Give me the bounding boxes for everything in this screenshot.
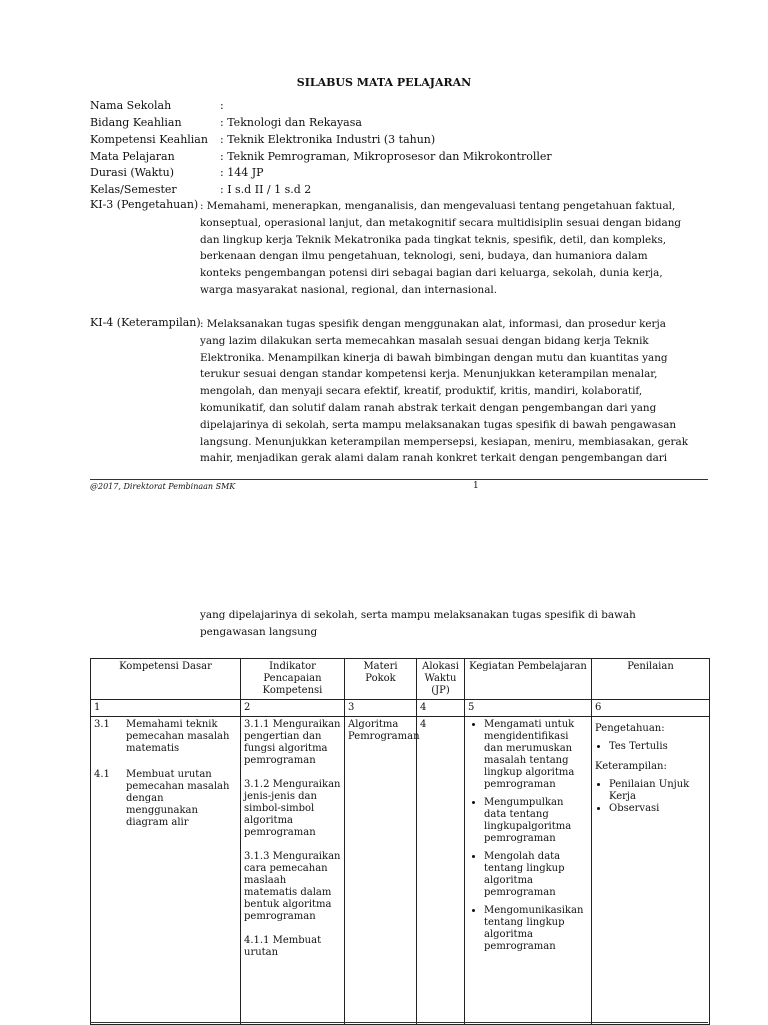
indicator-item: 3.1.1 Menguraikan pengertian dan fungsi algoritma pemrograman — [244, 719, 341, 766]
ki4-line: komunikatif, dan solutif dalam ranah abstrak terkait dengan pengembangan dari yang — [200, 401, 657, 414]
indicator-item: 3.1.3 Menguraikan cara pemecahan maslaah matematis dalam bentuk algoritma pemrograman — [244, 851, 341, 922]
column-number: 2 — [241, 700, 345, 717]
penilaian-item: • Observasi — [609, 803, 706, 815]
kegiatan-item: • Mengomunikasikan tentang lingkup algoritma pemrograman — [484, 905, 588, 953]
ki4-line: yang lazim dilakukan serta memecahkan masalah sesuai dengan bidang kerja Teknik — [200, 334, 649, 347]
kegiatan-item: • Mengamati untuk mengidentifikasi dan merumuskan masalah tentang lingkup algoritma pemrograman — [484, 719, 588, 791]
ki3-line: dan lingkup kerja Teknik Mekatronika pada tingkat teknis, spesifik, detil, dan kompleks, — [200, 233, 667, 246]
column-number: 6 — [592, 700, 710, 717]
identity-value: : Teknik Pemrograman, Mikroprosesor dan Mikrokontroller — [220, 150, 552, 163]
kd-code: 4.1 — [94, 769, 110, 780]
ki3-line: berkenaan dengan ilmu pengetahuan, teknologi, seni, budaya, dan humaniora dalam — [200, 250, 648, 263]
ki4-line: langsung. Menunjukkan keterampilan mempersepsi, kesiapan, meniru, membiasakan, gerak — [200, 435, 689, 448]
kegiatan-cell — [465, 717, 592, 1025]
ki4-line: Elektronika. Menampilkan kinerja di bawah bimbingan dengan mutu dan kuantitas yang — [200, 351, 668, 364]
identity-label: Mata Pelajaran — [90, 150, 175, 163]
column-number: 4 — [417, 700, 465, 717]
footer-copyright: @2017, Direktorat Pembinaan SMK — [90, 482, 236, 491]
penilaian-pengetahuan — [595, 723, 706, 753]
alokasi-waktu-cell: 4 — [417, 717, 465, 1025]
indikator-cell — [241, 717, 345, 1025]
kd-item — [94, 719, 237, 755]
column-number: 5 — [465, 700, 592, 717]
header-cell: Indikator Pencapaian Kompetensi — [241, 659, 345, 700]
kegiatan-item: • Mengumpulkan data tentang lingkupalgoritma pemrograman — [484, 797, 588, 845]
identity-value: : — [220, 99, 224, 112]
identity-label: Kompetensi Keahlian — [90, 133, 208, 146]
kegiatan-item: • Mengolah data tentang lingkup algoritma pemrograman — [484, 851, 588, 899]
column-number: 1 — [91, 700, 241, 717]
column-number: 3 — [345, 700, 417, 717]
table-header-row — [91, 659, 710, 700]
penilaian-label: Keterampilan: — [595, 761, 667, 772]
ki4-line: terukur sesuai dengan standar kompetensi kerja. Menunjukkan keterampilan menalar, — [200, 368, 658, 381]
identity-value: : Teknologi dan Rekayasa — [220, 116, 362, 129]
kd-code: 3.1 — [94, 719, 110, 730]
materi-pokok-cell: Algoritma Pemrograman — [345, 717, 417, 1025]
ki4-line: dipelajarinya di sekolah, serta mampu melaksanakan tugas spesifik di bawah pengawasan — [200, 418, 677, 431]
indicator-item: 4.1.1 Membuat urutan — [244, 935, 322, 958]
identity-label: Nama Sekolah — [90, 99, 172, 112]
identity-value: : Teknik Elektronika Industri (3 tahun) — [220, 133, 436, 146]
penilaian-item: • Penilaian Unjuk Kerja — [609, 779, 706, 803]
document-title: SILABUS MATA PELAJARAN — [296, 76, 472, 89]
page-number: 1 — [473, 481, 479, 491]
kompetensi-dasar-cell — [91, 717, 241, 1025]
identity-value: : I s.d II / 1 s.d 2 — [220, 183, 312, 196]
identity-label: Kelas/Semester — [90, 183, 177, 196]
ki3-line: warga masyarakat nasional, regional, dan internasional. — [200, 283, 498, 296]
indicator-item: 3.1.2 Menguraikan jenis-jenis dan simbol-simbol algoritma pemrograman — [244, 779, 341, 838]
continuation-text — [200, 607, 636, 641]
penilaian-item: • Tes Tertulis — [609, 741, 706, 753]
header-cell: Alokasi Waktu (JP) — [417, 659, 465, 700]
table-row — [91, 717, 710, 1025]
ki3-text — [200, 198, 681, 299]
penilaian-list — [595, 779, 706, 815]
ki3-line: konteks pengembangan potensi diri sebagai bagian dari keluarga, sekolah, dunia kerja, — [200, 267, 663, 280]
header-cell: Penilaian — [592, 659, 710, 700]
kd-text: Membuat urutan pemecahan masalah dengan menggunakan diagram alir — [126, 769, 230, 828]
table-number-row — [91, 700, 710, 717]
kd-item — [94, 769, 237, 829]
ki3-label: KI-3 (Pengetahuan) — [90, 198, 199, 211]
identity-label: Durasi (Waktu) — [90, 166, 175, 179]
penilaian-list — [595, 741, 706, 753]
penilaian-cell — [592, 717, 710, 1025]
kegiatan-list — [468, 719, 588, 953]
header-cell: Kompetensi Dasar — [91, 659, 241, 700]
identity-value: : 144 JP — [220, 166, 264, 179]
header-cell: Materi Pokok — [345, 659, 417, 700]
penilaian-keterampilan — [595, 761, 706, 815]
penilaian-label: Pengetahuan: — [595, 723, 665, 734]
footer-divider — [90, 479, 708, 480]
syllabus-table — [90, 658, 710, 1025]
header-cell: Kegiatan Pembelajaran — [465, 659, 592, 700]
continuation-line: pengawasan langsung — [200, 626, 318, 638]
ki4-label: KI-4 (Keterampilan) — [90, 316, 201, 329]
ki3-line: : Memahami, menerapkan, menganalisis, dan mengevaluasi tentang pengetahuan faktual, — [200, 200, 676, 212]
ki4-text — [200, 316, 688, 467]
identity-label: Bidang Keahlian — [90, 116, 182, 129]
ki3-line: konseptual, operasional lanjut, dan metakognitif secara multidisiplin sesuai dengan bidang — [200, 216, 682, 229]
bottom-divider — [90, 1022, 708, 1023]
ki4-line: mengolah, dan menyaji secara efektif, kreatif, produktif, kritis, mandiri, kolaboratif, — [200, 385, 643, 398]
continuation-line: yang dipelajarinya di sekolah, serta mampu melaksanakan tugas spesifik di bawah — [200, 609, 636, 621]
ki4-line: mahir, menjadikan gerak alami dalam ranah konkret terkait dengan pengembangan dari — [200, 452, 668, 465]
kd-text: Memahami teknik pemecahan masalah matematis — [126, 719, 230, 754]
ki4-line: : Melaksanakan tugas spesifik dengan menggunakan alat, informasi, dan prosedur kerja — [200, 318, 666, 330]
